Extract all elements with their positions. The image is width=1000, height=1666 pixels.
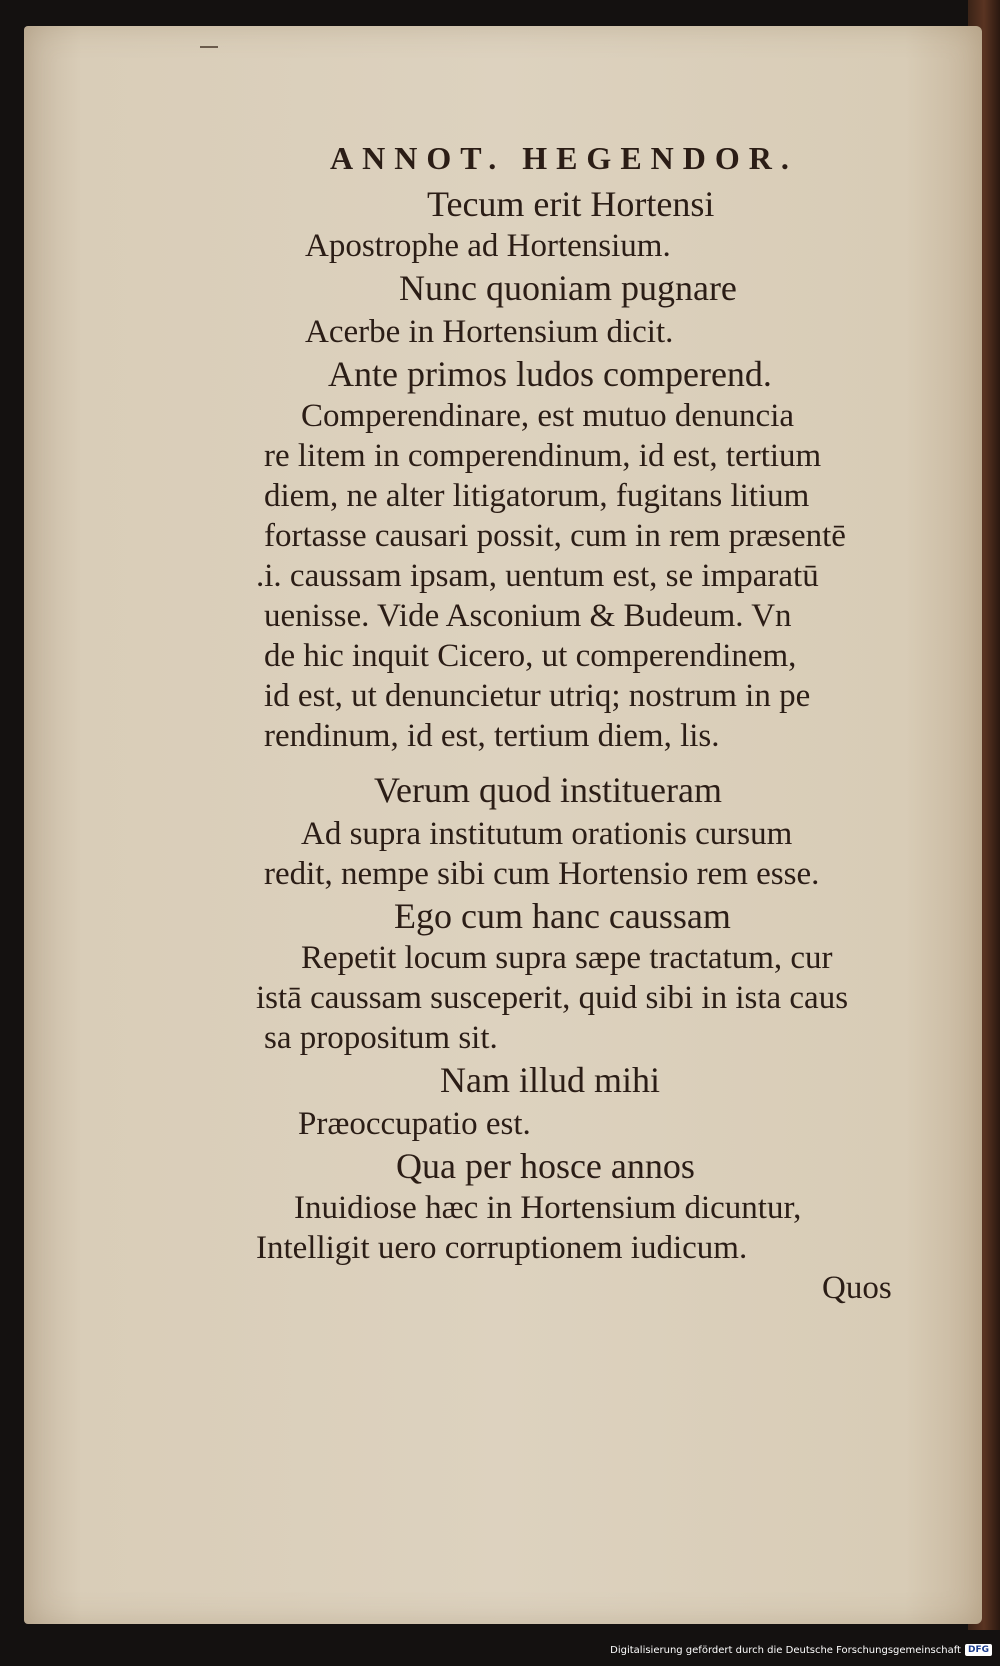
gloss-line: uenisse. Vide Asconium & Budeum. Vn <box>264 598 792 634</box>
gloss-line: id est, ut denuncietur utriq; nostrum in pe <box>264 678 811 714</box>
book-page <box>24 26 982 1624</box>
lemma-line: Ante primos ludos comperend. <box>328 354 772 394</box>
credit-text: Digitalisierung gefördert durch die Deutsche Forschungsgemeinschaft <box>610 1644 961 1656</box>
gloss-line: diem, ne alter litigatorum, fugitans litium <box>264 478 810 514</box>
dfg-logo: DFG <box>965 1644 992 1656</box>
lemma-line: Verum quod institueram <box>374 770 722 810</box>
gloss-line: Repetit locum supra sæpe tractatum, cur <box>301 940 833 976</box>
gloss-line: .i. caussam ipsam, uentum est, se imparatū <box>256 558 819 594</box>
gloss-line: Inuidiose hæc in Hortensium dicuntur, <box>294 1190 802 1226</box>
gloss-line: Acerbe in Hortensium dicit. <box>305 314 674 350</box>
page-mark <box>200 46 218 48</box>
gloss-line: re litem in comperendinum, id est, tertium <box>264 438 822 474</box>
gloss-line: istā caussam susceperit, quid sibi in ista caus <box>256 980 849 1016</box>
gloss-line: sa propositum sit. <box>264 1020 498 1056</box>
gloss-line: Comperendinare, est mutuo denuncia <box>301 398 795 434</box>
gloss-line: redit, nempe sibi cum Hortensio rem esse. <box>264 856 820 892</box>
lemma-line: Nunc quoniam pugnare <box>399 268 737 308</box>
gloss-line: rendinum, id est, tertium diem, lis. <box>264 718 720 754</box>
lemma-line: Nam illud mihi <box>440 1060 660 1100</box>
gloss-line: Apostrophe ad Hortensium. <box>305 228 671 264</box>
lemma-line: Tecum erit Hortensi <box>427 184 715 224</box>
gloss-line: Intelligit uero corruptionem iudicum. <box>256 1230 748 1266</box>
gloss-line: fortasse causari possit, cum in rem præsentē <box>264 518 846 554</box>
digitization-credit <box>610 1644 992 1656</box>
running-header: ANNOT. HEGENDOR. <box>330 140 798 176</box>
gloss-line: Ad supra institutum orationis cursum <box>301 816 793 852</box>
catchword: Quos <box>822 1270 892 1306</box>
lemma-line: Ego cum hanc caussam <box>394 896 731 936</box>
gloss-line: de hic inquit Cicero, ut comperendinem, <box>264 638 797 674</box>
lemma-line: Qua per hosce annos <box>396 1146 695 1186</box>
gloss-line: Præoccupatio est. <box>298 1106 531 1142</box>
